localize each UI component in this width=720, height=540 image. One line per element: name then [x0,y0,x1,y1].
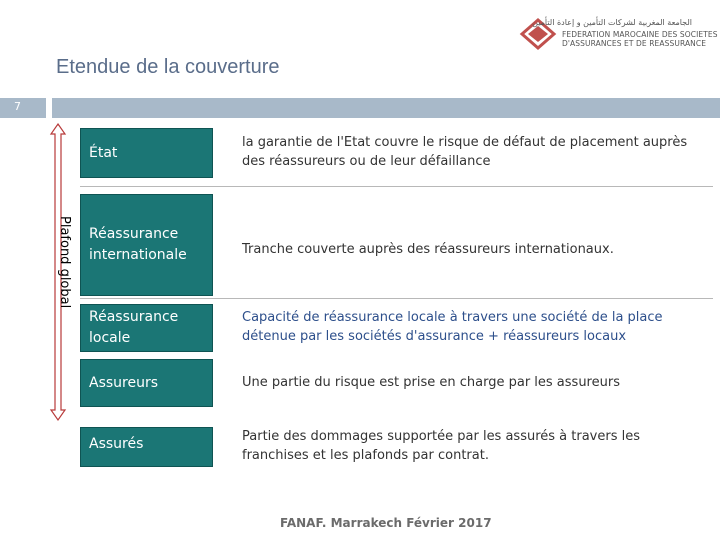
row-divider [80,298,713,299]
axis-label-plafond: Plafond global [57,216,72,309]
row-divider [80,186,713,187]
row-description: Partie des dommages supportée par les assurés à travers les franchises et les plafonds par contrat. [242,429,641,463]
slide-number: 7 [14,100,21,113]
header-logo [518,18,718,50]
row-description: Capacité de réassurance locale à travers une société de la place détenue par les sociétés d'assurance + réassureurs locaux [242,310,663,344]
row-description: Une partie du risque est prise en charge par les assureurs [242,375,620,390]
row-label-box [80,427,213,467]
logo-text-line2: D'ASSURANCES ET DE REASSURANCE [562,39,707,48]
logo-arabic-text: الجامعة المغربية لشركات التأمين و إعادة التأمين [532,18,692,27]
row-description: Tranche couverte auprès des réassureurs internationaux. [242,242,614,257]
row-label-box [80,128,213,178]
row-label: Réassurance locale [89,309,179,346]
slide-number-bar [0,98,46,118]
row-label: Assureurs [89,374,159,391]
row-label-box [80,304,213,352]
slide-footer: FANAF. Marrakech Février 2017 [280,516,492,530]
row-label-box [80,194,213,296]
row-label: État [89,144,118,161]
logo-text-line1: FEDERATION MAROCAINE DES SOCIETES [562,30,718,39]
header-rule [52,98,720,118]
row-label-box [80,359,213,407]
row-label: Assurés [89,436,144,452]
slide-title: Etendue de la couverture [56,56,280,78]
row-description: la garantie de l'Etat couvre le risque de défaut de placement auprès des réassureurs ou de leur défaillance [242,135,688,169]
row-label: Réassurance internationale [89,226,187,263]
